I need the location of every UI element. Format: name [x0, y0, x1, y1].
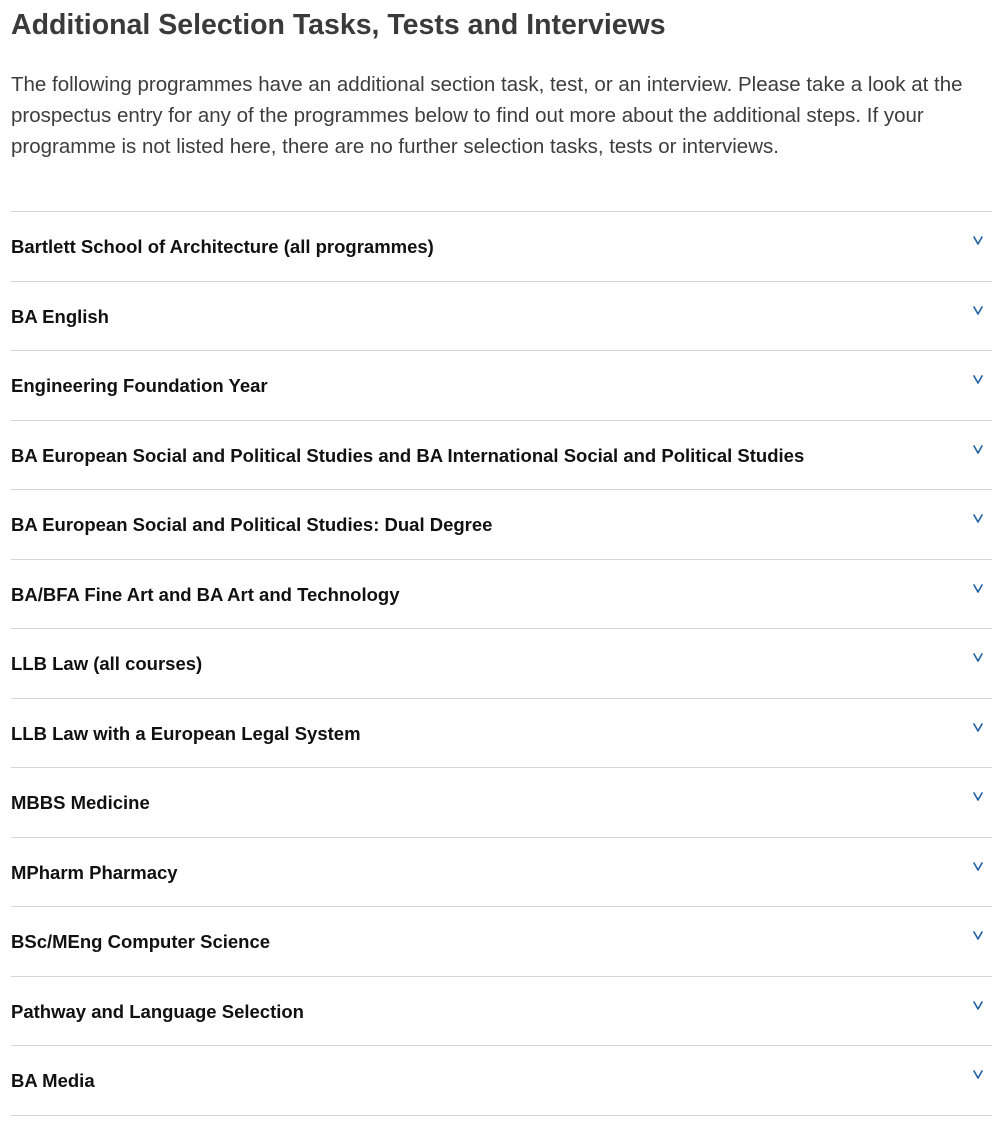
accordion-item[interactable]: [11, 699, 992, 769]
accordion-item-label: BA European Social and Political Studies and BA International Social and Political Studies: [11, 444, 805, 466]
accordion-item[interactable]: [11, 490, 992, 560]
chevron-down-icon[interactable]: [972, 719, 984, 735]
accordion-item[interactable]: [11, 768, 992, 838]
accordion-item[interactable]: [11, 212, 992, 282]
accordion-item[interactable]: [11, 351, 992, 421]
accordion-item-label: Bartlett School of Architecture (all programmes): [11, 236, 434, 257]
accordion-item[interactable]: [11, 629, 992, 699]
accordion-item[interactable]: [11, 282, 992, 352]
chevron-down-icon[interactable]: [972, 232, 984, 248]
chevron-down-icon[interactable]: [972, 441, 984, 457]
chevron-down-icon[interactable]: [972, 788, 984, 804]
accordion-item-label: BA English: [11, 305, 109, 327]
accordion-item-label: MBBS Medicine: [11, 792, 150, 813]
accordion-item[interactable]: [11, 1046, 992, 1116]
accordion-item[interactable]: [11, 838, 992, 908]
accordion-item-label: LLB Law (all courses): [11, 653, 203, 674]
accordion-item-label: BA/BFA Fine Art and BA Art and Technology: [11, 583, 400, 605]
accordion-item[interactable]: [11, 907, 992, 977]
accordion-item-label: Engineering Foundation Year: [11, 375, 268, 396]
chevron-down-icon[interactable]: [972, 649, 984, 665]
chevron-down-icon[interactable]: [972, 997, 984, 1013]
accordion-item-label: MPharm Pharmacy: [11, 861, 178, 883]
chevron-down-icon[interactable]: [972, 302, 984, 318]
chevron-down-icon[interactable]: [972, 858, 984, 874]
accordion-item[interactable]: [11, 560, 992, 630]
chevron-down-icon[interactable]: [972, 1066, 984, 1082]
chevron-down-icon[interactable]: [972, 371, 984, 387]
chevron-down-icon[interactable]: [972, 580, 984, 596]
accordion-item[interactable]: [11, 421, 992, 491]
accordion-item-label: BSc/MEng Computer Science: [11, 931, 271, 952]
intro-paragraph: The following programmes have an additional section task, test, or an interview. Please take a look at the prospectus entry for any of the programmes below to find out more about the additional steps. If your programme is not listed here, there are no further selection tasks, tests or interviews.: [11, 73, 963, 158]
page-title: Additional Selection Tasks, Tests and Interviews: [11, 9, 666, 41]
accordion-item-label: LLB Law with a European Legal System: [11, 722, 361, 744]
accordion-item-label: BA Media: [11, 1070, 95, 1091]
accordion-item-label: BA European Social and Political Studies: Dual Degree: [11, 514, 493, 535]
chevron-down-icon[interactable]: [972, 927, 984, 943]
accordion-item-label: Pathway and Language Selection: [11, 1000, 304, 1022]
programme-accordion: [11, 211, 992, 1116]
chevron-down-icon[interactable]: [972, 510, 984, 526]
accordion-item[interactable]: [11, 977, 992, 1047]
